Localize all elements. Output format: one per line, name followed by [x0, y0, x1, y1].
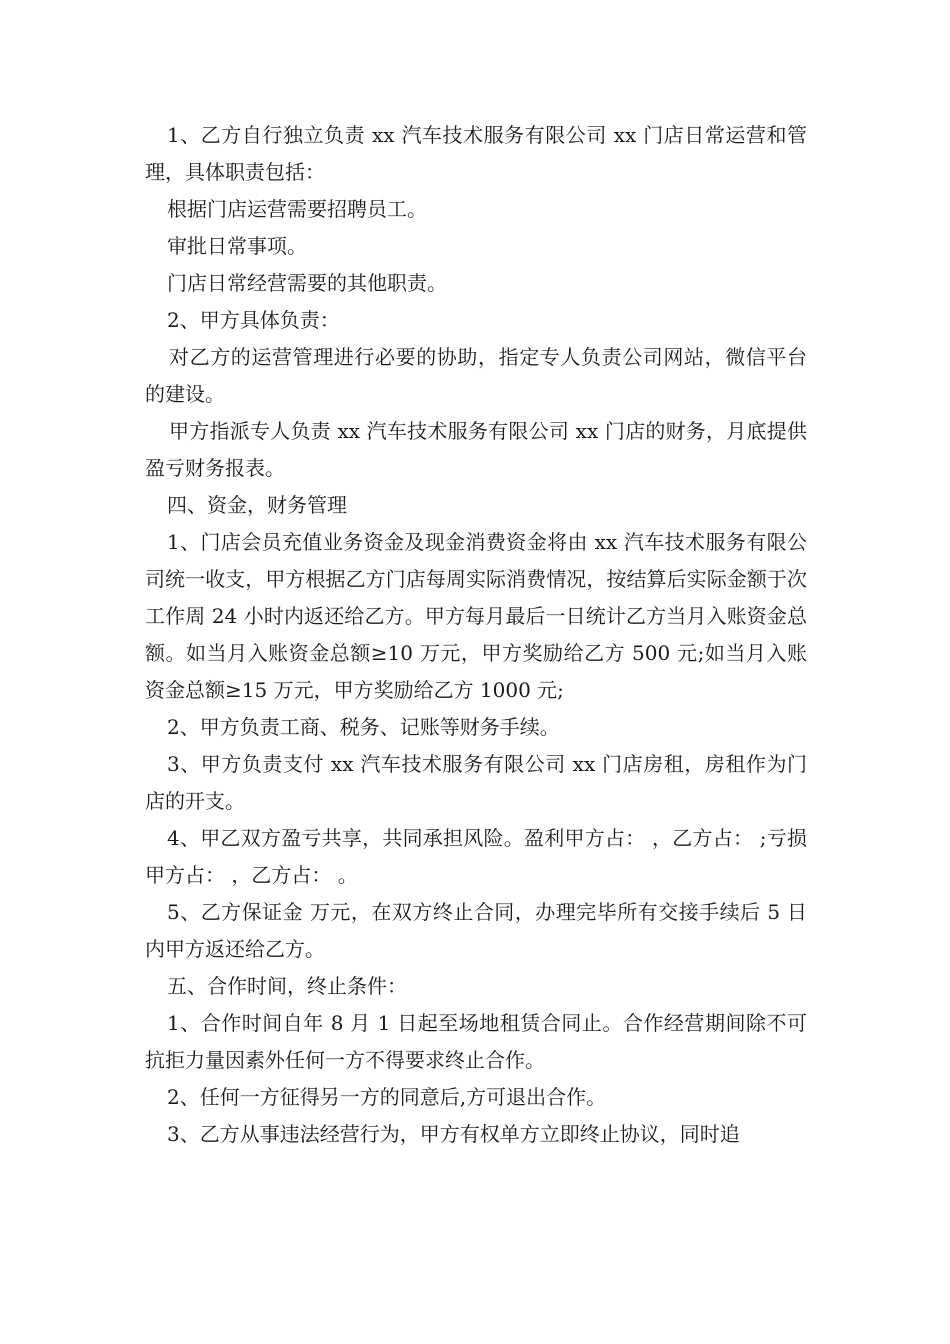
paragraph-7: 甲方指派专人负责 xx 汽车技术服务有限公司 xx 门店的财务，月底提供盈亏财务报表。 — [145, 419, 807, 480]
paragraph-1: 1、乙方自行独立负责 xx 汽车技术服务有限公司 xx 门店日常运营和管理，具体职责包括： — [145, 123, 807, 184]
paragraph-5: 2、甲方具体负责： — [167, 308, 340, 332]
section-heading-5: 五、合作时间，终止条件： — [167, 974, 407, 998]
paragraph-17: 3、乙方从事违法经营行为，甲方有权单方立即终止协议，同时追 — [167, 1122, 740, 1146]
paragraph-9: 1、门店会员充值业务资金及现金消费资金将由 xx 汽车技术服务有限公司统一收支，甲方根据乙方门店每周实际消费情况，按结算后实际金额于次工作周 24 小时内返还给乙方。甲方每月最后一日统计乙方当月入账资金总额。如当月入账资金总额≥10 万元，甲方奖励给乙方 500 元;如当月入账资金总额≥15 万元，甲方奖励给乙方 1000 元; — [145, 530, 807, 702]
paragraph-12: 4、甲乙双方盈亏共享，共同承担风险。盈利甲方占： ，乙方占： ;亏损甲方占： ，乙方占： 。 — [145, 826, 807, 887]
paragraph-16: 2、任何一方征得另一方的同意后,方可退出合作。 — [167, 1085, 607, 1109]
paragraph-2: 根据门店运营需要招聘员工。 — [167, 197, 427, 221]
paragraph-6: 对乙方的运营管理进行必要的协助，指定专人负责公司网站，微信平台的建设。 — [145, 345, 807, 406]
paragraph-4: 门店日常经营需要的其他职责。 — [167, 271, 447, 295]
paragraph-13: 5、乙方保证金 万元，在双方终止合同，办理完毕所有交接手续后 5 日内甲方返还给乙方。 — [145, 900, 807, 961]
section-heading-4: 四、资金，财务管理 — [167, 493, 347, 517]
paragraph-10: 2、甲方负责工商、税务、记账等财务手续。 — [167, 715, 560, 739]
document-body — [145, 117, 807, 1153]
paragraph-3: 审批日常事项。 — [167, 234, 307, 258]
paragraph-11: 3、甲方负责支付 xx 汽车技术服务有限公司 xx 门店房租，房租作为门店的开支。 — [145, 752, 807, 813]
paragraph-15: 1、合作时间自年 8 月 1 日起至场地租赁合同止。合作经营期间除不可抗拒力量因素外任何一方不得要求终止合作。 — [145, 1011, 807, 1072]
